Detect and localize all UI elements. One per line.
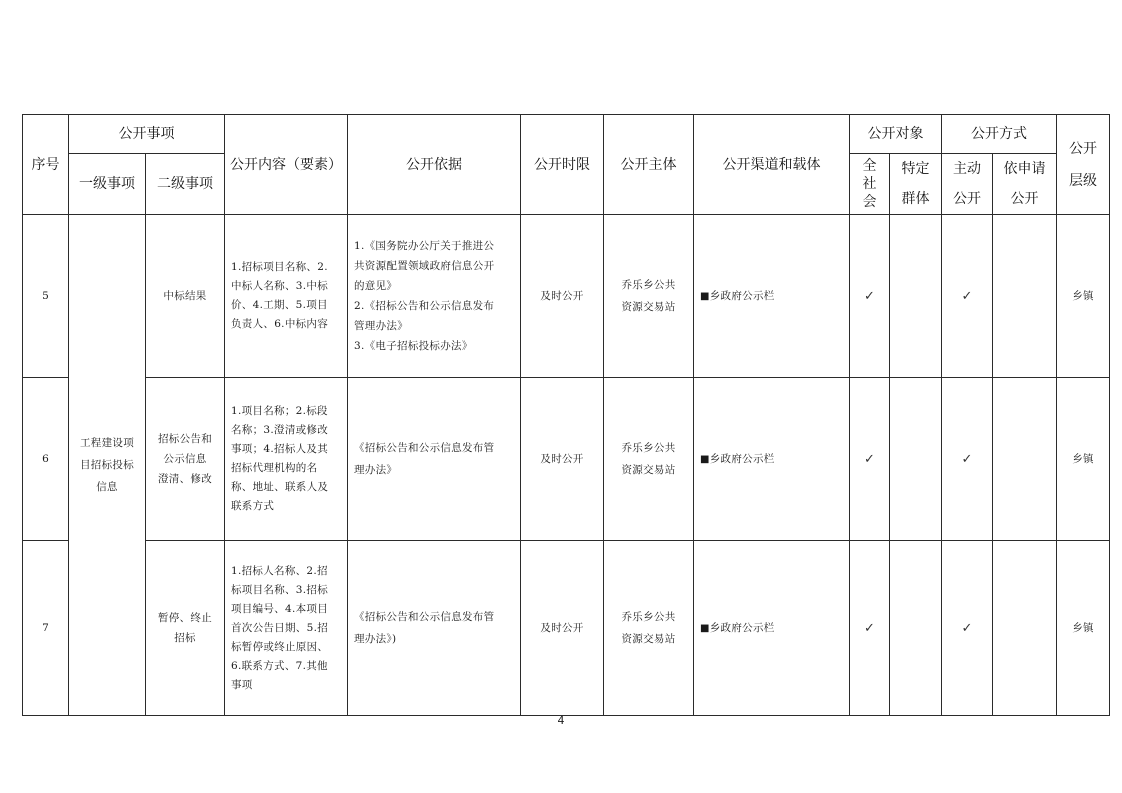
row-basis bbox=[348, 215, 521, 378]
basis-line: 1.《国务院办公厅关于推进公 bbox=[354, 240, 495, 252]
square-bullet-icon: ■ bbox=[700, 290, 710, 302]
header-channel: 公开渠道和载体 bbox=[694, 115, 850, 215]
row-level: 乡镇 bbox=[1057, 378, 1110, 541]
square-bullet-icon: ■ bbox=[700, 453, 710, 465]
check-icon: ✓ bbox=[850, 215, 890, 378]
row-level2 bbox=[146, 215, 225, 378]
table-row bbox=[23, 215, 1110, 378]
header-content: 公开内容（要素） bbox=[225, 115, 348, 215]
header-method-active-2: 公开 bbox=[953, 191, 981, 207]
header-row-1 bbox=[23, 115, 1110, 154]
content-line: 中标人名称、3.中标 bbox=[231, 280, 329, 292]
header-level-line-1: 公开 bbox=[1069, 140, 1097, 157]
row-seq: 7 bbox=[23, 541, 69, 716]
basis-line: 2.《招标公告和公示信息发布 bbox=[354, 300, 495, 312]
subject-line: 资源交易站 bbox=[621, 301, 676, 313]
content-line: 事项 bbox=[231, 678, 253, 691]
level2-line: 澄清、修改 bbox=[158, 473, 212, 485]
check-icon: ✓ bbox=[942, 378, 993, 541]
row-content bbox=[225, 378, 348, 541]
row-level: 乡镇 bbox=[1057, 541, 1110, 716]
row-method-request bbox=[993, 215, 1057, 378]
row-basis bbox=[348, 378, 521, 541]
row-level2 bbox=[146, 541, 225, 716]
content-line: 称、地址、联系人及 bbox=[231, 481, 329, 493]
subject-line: 乔乐乡公共 bbox=[621, 611, 676, 623]
header-audience-group: 公开对象 bbox=[850, 115, 942, 154]
row-subject bbox=[604, 378, 694, 541]
content-line: 事项；4.招标人及其 bbox=[231, 443, 329, 455]
table-row bbox=[23, 541, 1110, 716]
basis-line: 理办法》 bbox=[354, 464, 398, 476]
header-aud-all-2: 社 bbox=[862, 176, 877, 192]
channel-text: 乡政府公示栏 bbox=[709, 621, 775, 634]
row-basis bbox=[348, 541, 521, 716]
header-time-limit: 公开时限 bbox=[521, 115, 604, 215]
content-line: 首次公告日期、5.招 bbox=[231, 621, 329, 634]
check-icon: ✓ bbox=[942, 541, 993, 716]
content-line: 招标代理机构的名 bbox=[231, 462, 318, 474]
level2-line: 公示信息 bbox=[163, 453, 207, 465]
content-line: 项目编号、4.本项目 bbox=[231, 602, 329, 615]
level2-line: 中标结果 bbox=[163, 290, 207, 302]
row-channel bbox=[694, 215, 850, 378]
row-audience-specific bbox=[890, 378, 942, 541]
basis-line: 《招标公告和公示信息发布管 bbox=[354, 442, 495, 454]
row-seq: 6 bbox=[23, 378, 69, 541]
content-line: 负责人、6.中标内容 bbox=[231, 318, 329, 330]
level2-line: 暂停、终止 bbox=[158, 612, 212, 624]
check-icon: ✓ bbox=[942, 215, 993, 378]
level1-merged-cell bbox=[69, 215, 146, 716]
content-line: 标项目名称、3.招标 bbox=[231, 583, 329, 596]
subject-line: 乔乐乡公共 bbox=[621, 279, 676, 291]
row-level2 bbox=[146, 378, 225, 541]
basis-line: 共资源配置领域政府信息公开 bbox=[354, 260, 495, 272]
row-method-request bbox=[993, 541, 1057, 716]
disclosure-table bbox=[22, 114, 1110, 716]
content-line: 标暂停或终止原因、 bbox=[231, 640, 329, 653]
channel-text: 乡政府公示栏 bbox=[709, 452, 775, 465]
header-level2: 二级事项 bbox=[146, 154, 225, 215]
basis-line: 管理办法》 bbox=[354, 320, 408, 332]
content-line: 1.招标人名称、2.招 bbox=[231, 564, 328, 577]
level2-line: 招标公告和 bbox=[158, 433, 212, 445]
header-level1: 一级事项 bbox=[69, 154, 146, 215]
row-channel bbox=[694, 378, 850, 541]
level1-line: 信息 bbox=[96, 481, 118, 493]
page-number: 4 bbox=[557, 714, 565, 727]
row-content bbox=[225, 541, 348, 716]
header-level bbox=[1057, 115, 1110, 215]
subject-line: 资源交易站 bbox=[621, 464, 676, 476]
header-item-group: 公开事项 bbox=[69, 115, 225, 154]
row-method-request bbox=[993, 378, 1057, 541]
check-icon: ✓ bbox=[850, 541, 890, 716]
basis-line: 《招标公告和公示信息发布管 bbox=[354, 611, 495, 623]
header-aud-all-3: 会 bbox=[862, 194, 877, 210]
row-subject bbox=[604, 541, 694, 716]
content-line: 价、4.工期、5.项目 bbox=[231, 299, 328, 311]
level1-line: 目招标投标 bbox=[80, 459, 134, 471]
row-channel bbox=[694, 541, 850, 716]
basis-line: 3.《电子招标投标办法》 bbox=[354, 340, 473, 352]
row-time-limit: 及时公开 bbox=[521, 541, 604, 716]
check-icon: ✓ bbox=[850, 378, 890, 541]
row-audience-specific bbox=[890, 215, 942, 378]
header-aud-specific-2: 群体 bbox=[901, 191, 930, 207]
content-line: 名称；3.澄清或修改 bbox=[231, 424, 329, 436]
basis-line: 理办法》) bbox=[354, 633, 397, 645]
header-method-group: 公开方式 bbox=[942, 115, 1057, 154]
content-line: 1.招标项目名称、2. bbox=[231, 261, 328, 273]
square-bullet-icon: ■ bbox=[700, 622, 710, 634]
header-aud-all-1: 全 bbox=[862, 158, 877, 174]
row-content bbox=[225, 215, 348, 378]
row-level: 乡镇 bbox=[1057, 215, 1110, 378]
content-line: 1.项目名称；2.标段 bbox=[231, 405, 328, 417]
row-seq: 5 bbox=[23, 215, 69, 378]
header-audience-specific bbox=[890, 154, 942, 215]
basis-line: 的意见》 bbox=[354, 280, 398, 292]
header-method-request-1: 依申请 bbox=[1003, 161, 1046, 177]
header-method-active bbox=[942, 154, 993, 215]
channel-text: 乡政府公示栏 bbox=[709, 289, 775, 302]
row-time-limit: 及时公开 bbox=[521, 215, 604, 378]
header-audience-all bbox=[850, 154, 890, 215]
header-method-request-2: 公开 bbox=[1010, 191, 1039, 207]
row-time-limit: 及时公开 bbox=[521, 378, 604, 541]
header-aud-specific-1: 特定 bbox=[901, 161, 930, 177]
level2-line: 招标 bbox=[174, 632, 196, 644]
header-seq: 序号 bbox=[23, 115, 69, 215]
header-basis: 公开依据 bbox=[348, 115, 521, 215]
row-audience-specific bbox=[890, 541, 942, 716]
subject-line: 资源交易站 bbox=[621, 633, 676, 645]
content-line: 联系方式 bbox=[231, 500, 275, 512]
header-method-active-1: 主动 bbox=[953, 161, 981, 177]
header-level-line-2: 层级 bbox=[1069, 172, 1097, 189]
table-row bbox=[23, 378, 1110, 541]
content-line: 6.联系方式、7.其他 bbox=[231, 659, 328, 672]
subject-line: 乔乐乡公共 bbox=[621, 442, 676, 454]
row-subject bbox=[604, 215, 694, 378]
header-method-request bbox=[993, 154, 1057, 215]
level1-line: 工程建设项 bbox=[80, 437, 134, 449]
header-subject: 公开主体 bbox=[604, 115, 694, 215]
